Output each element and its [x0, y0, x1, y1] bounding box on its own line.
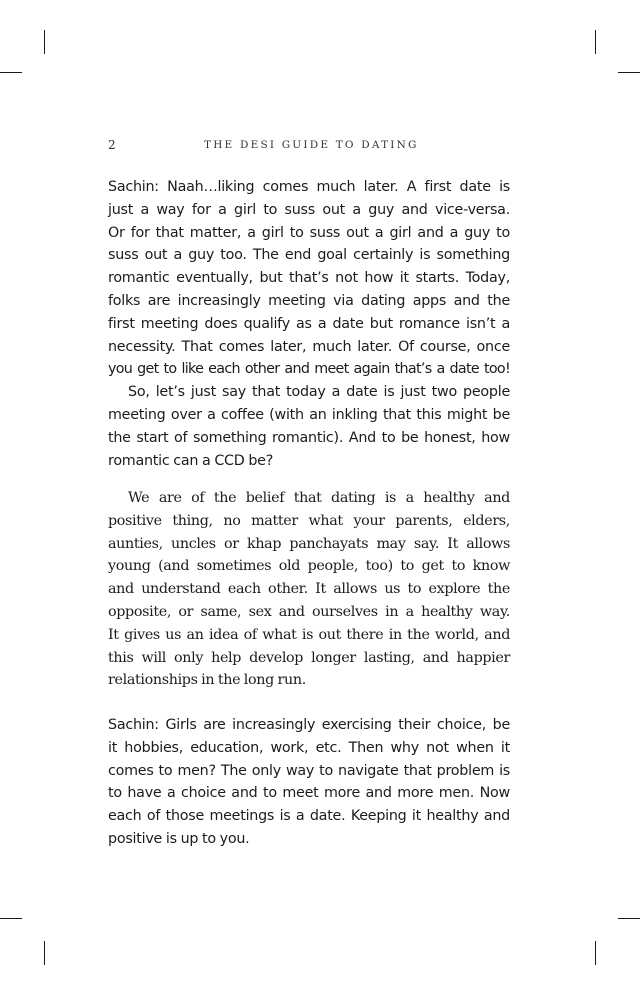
text-line: to have a choice and to meet more and more men. Now: [108, 785, 510, 802]
text-line: it hobbies, education, work, etc. Then why not when it: [108, 739, 510, 756]
text-line: comes to men? The only way to navigate that problem is: [108, 762, 510, 779]
crop-mark-top-right-horizontal: [618, 72, 640, 73]
text-line: folks are increasingly meeting via dating apps and the: [108, 292, 510, 309]
text-line: each of those meetings is a date. Keeping it healthy and: [108, 808, 510, 825]
crop-mark-top-left-horizontal: [0, 72, 22, 73]
text-line: Sachin: Girls are increasingly exercising their choice, be: [108, 717, 510, 733]
page-header: [108, 138, 510, 154]
text-line: opposite, or same, sex and ourselves in a healthy way.: [108, 603, 510, 620]
crop-mark-top-left-vertical: [44, 30, 45, 54]
sachin-quote-1: [108, 176, 510, 472]
text-line: positive is up to you.: [108, 830, 250, 847]
crop-mark-bottom-left-horizontal: [0, 918, 22, 919]
text-line: It gives us an idea of what is out there in the world, and: [108, 626, 510, 643]
crop-mark-top-right-vertical: [595, 30, 596, 54]
text-line: and understand each other. It allows us to explore the: [108, 581, 510, 598]
text-line: young (and sometimes old people, too) to get to know: [108, 558, 510, 575]
text-line: romantic eventually, but that’s not how it starts. Today,: [108, 270, 510, 287]
crop-mark-bottom-right-vertical: [595, 941, 596, 965]
text-line: We are of the belief that dating is a healthy and: [128, 490, 510, 506]
crop-mark-bottom-left-vertical: [44, 941, 45, 965]
text-line: this will only help develop longer lasting, and happier: [108, 649, 510, 666]
text-line: aunties, uncles or khap panchayats may say. It allows: [108, 535, 510, 552]
text-line: relationships in the long run.: [108, 672, 306, 689]
text-line: So, let’s just say that today a date is just two people: [128, 384, 510, 401]
text-line: Or for that matter, a girl to suss out a girl and a guy to: [108, 224, 510, 241]
page-number: 2: [108, 138, 116, 152]
text-line: the start of something romantic). And to be honest, how: [108, 429, 510, 446]
text-line: Sachin: Naah…liking comes much later. A first date is: [108, 179, 510, 195]
body-paragraph: [108, 487, 510, 692]
sachin-quote-2: [108, 714, 510, 851]
text-line: suss out a guy too. The end goal certainly is something: [108, 247, 510, 264]
text-line: necessity. That comes later, much later. Of course, once: [108, 338, 510, 355]
crop-mark-bottom-right-horizontal: [618, 918, 640, 919]
text-line: just a way for a girl to suss out a guy and vice-versa.: [108, 201, 510, 218]
running-head-title: THE DESI GUIDE TO DATING: [204, 139, 419, 151]
text-line: you get to like each other and meet again that’s a date too!: [108, 361, 510, 378]
text-line: positive thing, no matter what your parents, elders,: [108, 512, 510, 529]
text-line: meeting over a coffee (with an inkling that this might be: [108, 406, 510, 423]
text-line: romantic can a CCD be?: [108, 452, 274, 469]
text-line: first meeting does qualify as a date but romance isn’t a: [108, 315, 510, 332]
